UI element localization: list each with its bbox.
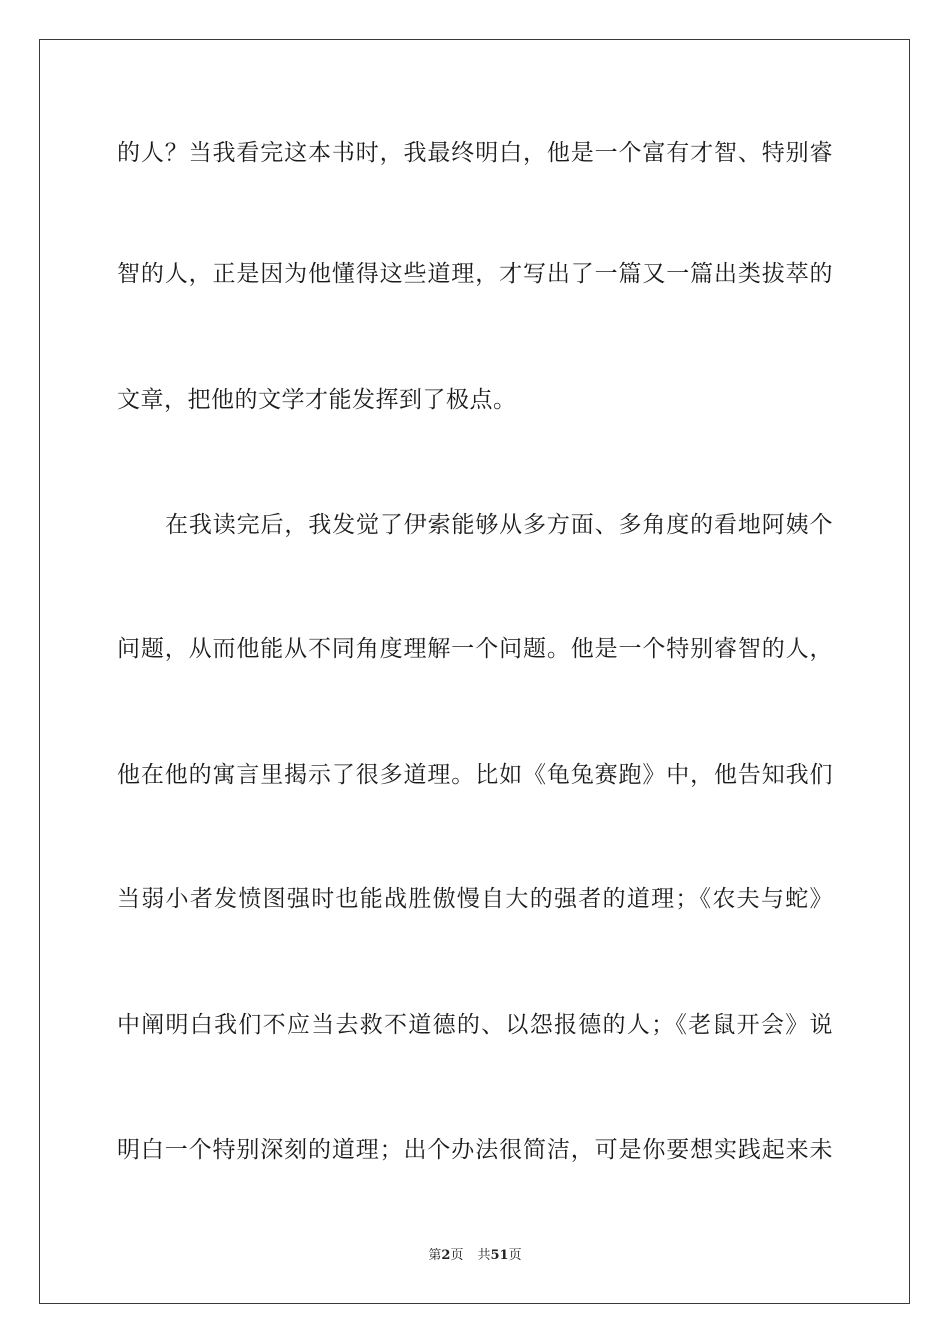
footer-page-prefix: 第	[428, 1248, 442, 1263]
footer-total-suffix: 页	[508, 1248, 522, 1263]
body-line-1: 的人？当我看完这本书时，我最终明白，他是一个富有才智、特别睿	[117, 140, 833, 166]
body-line-5: 问题，从而他能从不同角度理解一个问题。他是一个特别睿智的人，	[117, 636, 833, 662]
body-line-7: 当弱小者发愤图强时也能战胜傲慢自大的强者的道理；《农夫与蛇》	[117, 886, 833, 912]
body-line-4: 在我读完后，我发觉了伊索能够从多方面、多角度的看地阿姨个	[165, 512, 833, 538]
body-line-3: 文章，把他的文学才能发挥到了极点。	[117, 387, 517, 413]
footer-total-prefix: 共	[477, 1248, 491, 1263]
body-line-8: 中阐明白我们不应当去救不道德的、以怨报德的人；《老鼠开会》说	[117, 1012, 833, 1038]
page-footer	[0, 1247, 950, 1265]
body-line-9: 明白一个特别深刻的道理；出个办法很简洁，可是你要想实践起来未	[117, 1137, 833, 1163]
page-border	[39, 39, 910, 1304]
body-line-2: 智的人，正是因为他懂得这些道理，才写出了一篇又一篇出类拔萃的	[117, 261, 833, 287]
body-line-6: 他在他的寓言里揭示了很多道理。比如《龟兔赛跑》中，他告知我们	[117, 762, 833, 788]
footer-page-number: 2	[441, 1248, 451, 1263]
footer-total-pages: 51	[490, 1248, 509, 1263]
footer-page-suffix: 页	[450, 1248, 464, 1263]
